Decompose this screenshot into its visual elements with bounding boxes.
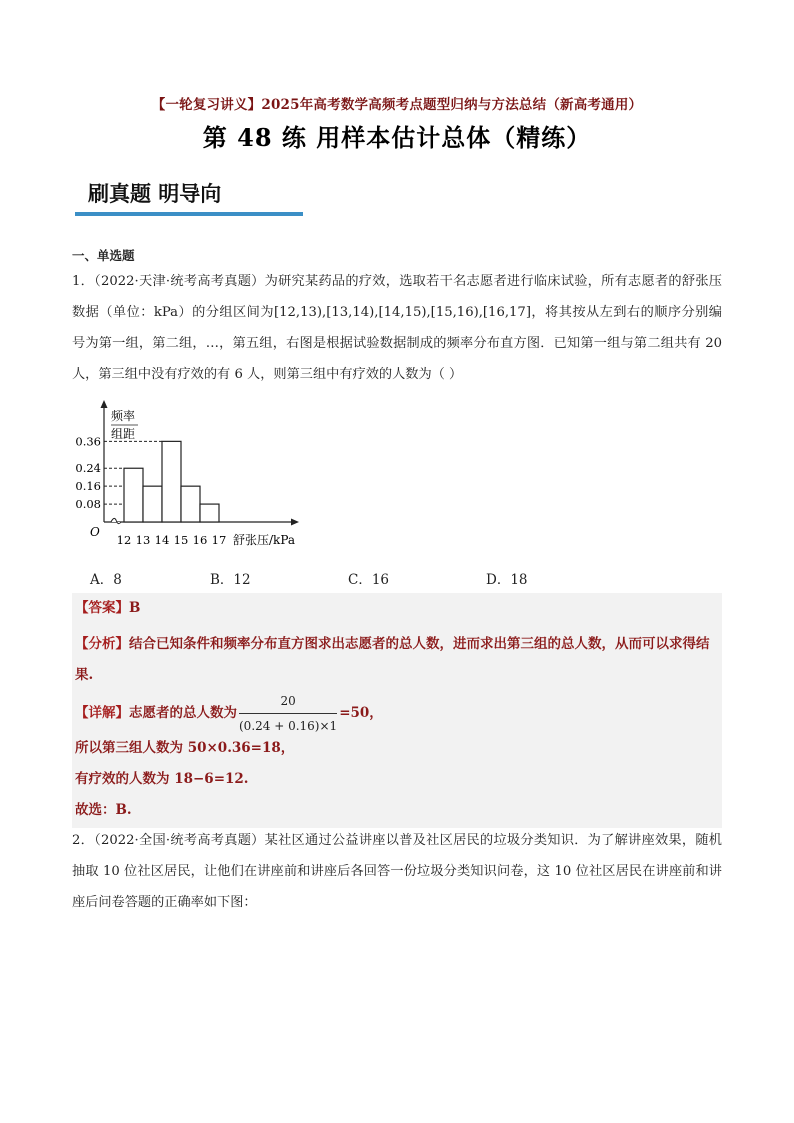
x-axis-label: 舒张压/kPa bbox=[233, 533, 296, 547]
analysis-text: 结合已知条件和频率分布直方图求出志愿者的总人数，进而求出第三组的总人数，从而可以求得结果. bbox=[75, 636, 710, 683]
y-tick-0.16: 0.16 bbox=[75, 479, 101, 494]
section-underline bbox=[75, 212, 303, 216]
axis-break bbox=[111, 518, 121, 523]
x-tick-16: 16 bbox=[192, 533, 208, 547]
analysis-label: 【分析】 bbox=[75, 636, 129, 652]
fraction-denominator: (0.24 + 0.16)×1 bbox=[239, 719, 338, 733]
y-tick-0.24: 0.24 bbox=[75, 461, 101, 476]
detail-step-3: 有疗效的人数为 18−6=12. bbox=[75, 771, 249, 787]
detail-fraction bbox=[239, 690, 337, 737]
answer-value: B bbox=[129, 600, 141, 616]
detail-prefix: 志愿者的总人数为 bbox=[129, 705, 237, 721]
x-tick-13: 13 bbox=[135, 533, 151, 547]
section-title: 刷真题 明导向 bbox=[88, 181, 222, 206]
frequency-histogram bbox=[75, 396, 315, 552]
choice-b[interactable]: B．12 bbox=[210, 572, 251, 588]
bar-[12,13) bbox=[124, 468, 143, 522]
question-1-text: 1．（2022·天津·统考高考真题）为研究某药品的疗效，选取若干名志愿者进行临床试验，所有志愿者的舒张压数据（单位：kPa）的分组区间为[12,13),[13,14),[14,15),[15,16),[16,17]，将其按从左到右的顺序分别编号为第一组，第二组，…，第五组，右图是根据试验数据制成的频率分布直方图．已知第一组与第二组共有 20 人，第三组中没有疗效的有 6 人，则第三组中有疗效的人数为（ ） bbox=[72, 274, 722, 382]
part-heading: 一、单选题 bbox=[72, 248, 135, 263]
x-tick-15: 15 bbox=[173, 533, 189, 547]
bar-[16,17] bbox=[200, 504, 219, 522]
choice-d[interactable]: D．18 bbox=[486, 572, 528, 588]
y-axis-arrow bbox=[101, 400, 108, 408]
detail-label: 【详解】 bbox=[75, 705, 129, 721]
answer-label: 【答案】 bbox=[75, 600, 129, 616]
detail-line bbox=[75, 690, 383, 737]
conclusion-line: 故选：B. bbox=[75, 802, 132, 818]
x-tick-17: 17 bbox=[211, 533, 227, 547]
bar-[14,15) bbox=[162, 441, 181, 522]
x-tick-12: 12 bbox=[116, 533, 132, 547]
question-2-text: 2．（2022·全国·统考高考真题）某社区通过公益讲座以普及社区居民的垃圾分类知识．为了解讲座效果，随机抽取 10 位社区居民，让他们在讲座前和讲座后各回答一份垃圾分类知识问卷，这 10 位社区居民在讲座前和讲座后问卷答题的正确率如下图： bbox=[72, 833, 722, 910]
detail-suffix: =50， bbox=[339, 705, 383, 721]
detail-step-2: 所以第三组人数为 50×0.36=18， bbox=[75, 740, 295, 756]
analysis-line bbox=[75, 629, 721, 691]
y-tick-0.08: 0.08 bbox=[75, 497, 101, 512]
y-label-bottom: 组距 bbox=[111, 427, 136, 441]
page-title: 第 48 练 用样本估计总体（精练） bbox=[202, 123, 592, 152]
bar-[13,14) bbox=[143, 486, 162, 522]
x-tick-14: 14 bbox=[154, 533, 170, 547]
fraction-numerator: 20 bbox=[239, 690, 337, 714]
choice-a[interactable]: A．8 bbox=[90, 572, 122, 588]
answer-line bbox=[75, 597, 140, 619]
origin-label: O bbox=[90, 525, 100, 539]
y-tick-0.36: 0.36 bbox=[75, 434, 101, 449]
bar-[15,16) bbox=[181, 486, 200, 522]
x-axis-arrow bbox=[291, 519, 299, 526]
choice-c[interactable]: C．16 bbox=[348, 572, 390, 588]
series-title: 【一轮复习讲义】2025年高考数学高频考点题型归纳与方法总结（新高考通用） bbox=[151, 97, 643, 113]
y-label-top: 频率 bbox=[111, 409, 136, 423]
